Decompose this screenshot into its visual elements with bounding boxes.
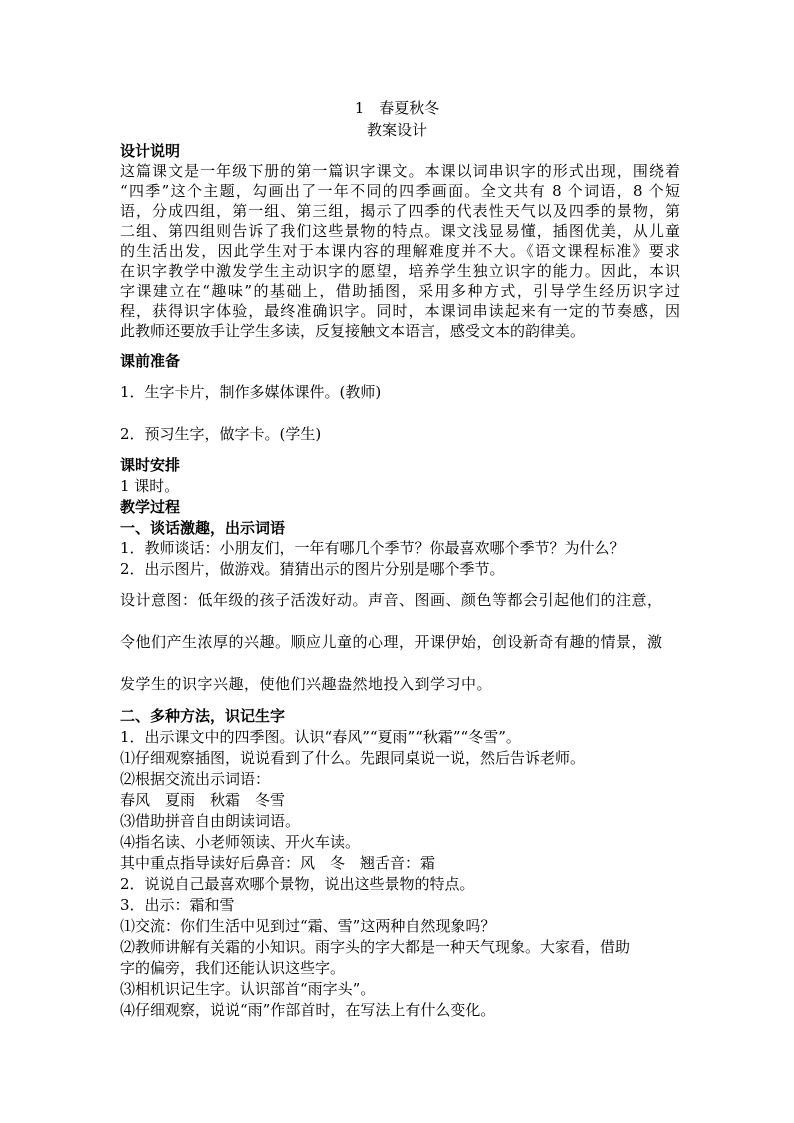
part2-line: 1．出示课文中的四季图。认识“春风”“夏雨”“秋霜”“冬雪”。 bbox=[120, 728, 521, 746]
part1-step-1: 1．教师谈话：小朋友们，一年有哪几个季节？你最喜欢哪个季节？为什么？ bbox=[120, 539, 625, 557]
paragraph-line: 在识字教学中激发学生主动识字的愿望，培养学生独立识字的能力。因此，本识 bbox=[120, 262, 680, 280]
paragraph-line: 这篇课文是一年级下册的第一篇识字课文。本课以词串识字的形式出现，围绕着 bbox=[120, 162, 680, 180]
part2-line: ⑵教师讲解有关霜的小知识。雨字头的字大都是一种天气现象。大家看，借助 bbox=[120, 938, 631, 956]
part1-step-2: 2．出示图片，做游戏。猜猜出示的图片分别是哪个季节。 bbox=[120, 560, 505, 578]
design-note-paragraph bbox=[120, 161, 680, 341]
section-heading-schedule: 课时安排 bbox=[120, 456, 181, 474]
design-intent-line-2: 令他们产生浓厚的兴趣。顺应儿童的心理，开课伊始，创设新奇有趣的情景，激 bbox=[120, 633, 663, 651]
part2-heading: 二、多种方法，识记生字 bbox=[120, 707, 286, 725]
part2-line: ⑷指名读、小老师领读、开火车读。 bbox=[120, 833, 361, 851]
part2-line: 字的偏旁，我们还能认识这些字。 bbox=[120, 959, 346, 977]
design-intent-line-1: 设计意图：低年级的孩子活泼好动。声音、图画、颜色等都会引起他们的注意， bbox=[120, 591, 663, 609]
part2-line: 2．说说自己最喜欢哪个景物，说出这些景物的特点。 bbox=[120, 875, 475, 893]
part2-line: ⑶相机识记生字。认识部首“雨字头”。 bbox=[120, 980, 376, 998]
part2-line: ⑷仔细观察，说说“雨”作部首时，在写法上有什么变化。 bbox=[120, 1001, 496, 1019]
part2-line: 其中重点指导读好后鼻音：风 冬 翘舌音：霜 bbox=[120, 854, 436, 872]
paragraph-line: 的生活出发，因此学生对于本课内容的理解难度并不大。《语文课程标准》要求 bbox=[120, 242, 680, 260]
part2-line: ⑶借助拼音自由朗读词语。 bbox=[120, 812, 301, 830]
section-heading-design-note: 设计说明 bbox=[120, 142, 181, 160]
paragraph-line: 字课建立在“趣味”的基础上，借助插图，采用多种方式，引导学生经历识字过 bbox=[120, 282, 680, 300]
part2-line: ⑵根据交流出示词语： bbox=[120, 770, 271, 788]
prep-item-1: 1．生字卡片，制作多媒体课件。(教师) bbox=[120, 383, 382, 401]
part2-line: 3．出示：霜和雪 bbox=[120, 896, 235, 914]
prep-item-2: 2．预习生字，做字卡。(学生) bbox=[120, 425, 322, 443]
part2-vocab-line: 春风 夏雨 秋霜 冬雪 bbox=[120, 791, 286, 809]
paragraph-line: “四季”这个主题，勾画出了一年不同的四季画面。全文共有 8 个词语，8 个短 bbox=[120, 182, 680, 200]
part2-line: ⑴仔细观察插图，说说看到了什么。先跟同桌说一说，然后告诉老师。 bbox=[120, 749, 586, 767]
paragraph-line: 程，获得识字体验，最终准确识字。同时，本课词串读起来有一定的节奏感，因 bbox=[120, 302, 680, 320]
lesson-subtitle: 教案设计 bbox=[366, 121, 427, 139]
section-heading-process: 教学过程 bbox=[120, 498, 181, 516]
paragraph-line: 语，分成四组，第一组、第三组，揭示了四季的代表性天气以及四季的景物，第 bbox=[120, 202, 680, 220]
design-intent-line-3: 发学生的识字兴趣，使他们兴趣盎然地投入到学习中。 bbox=[120, 675, 493, 693]
lesson-title: 1 春夏秋冬 bbox=[354, 99, 440, 117]
part2-line: ⑴交流：你们生活中见到过“霜、雪”这两种自然现象吗？ bbox=[120, 917, 496, 935]
paragraph-line: 此教师还要放手让学生多读，反复接触文本语言，感受文本的韵律美。 bbox=[120, 322, 586, 340]
schedule-text: 1 课时。 bbox=[120, 477, 180, 495]
paragraph-line: 二组、第四组则告诉了我们这些景物的特点。课文浅显易懂，插图优美，从儿童 bbox=[120, 222, 680, 240]
part1-heading: 一、谈话激趣，出示词语 bbox=[120, 519, 286, 537]
section-heading-prep: 课前准备 bbox=[120, 352, 181, 370]
